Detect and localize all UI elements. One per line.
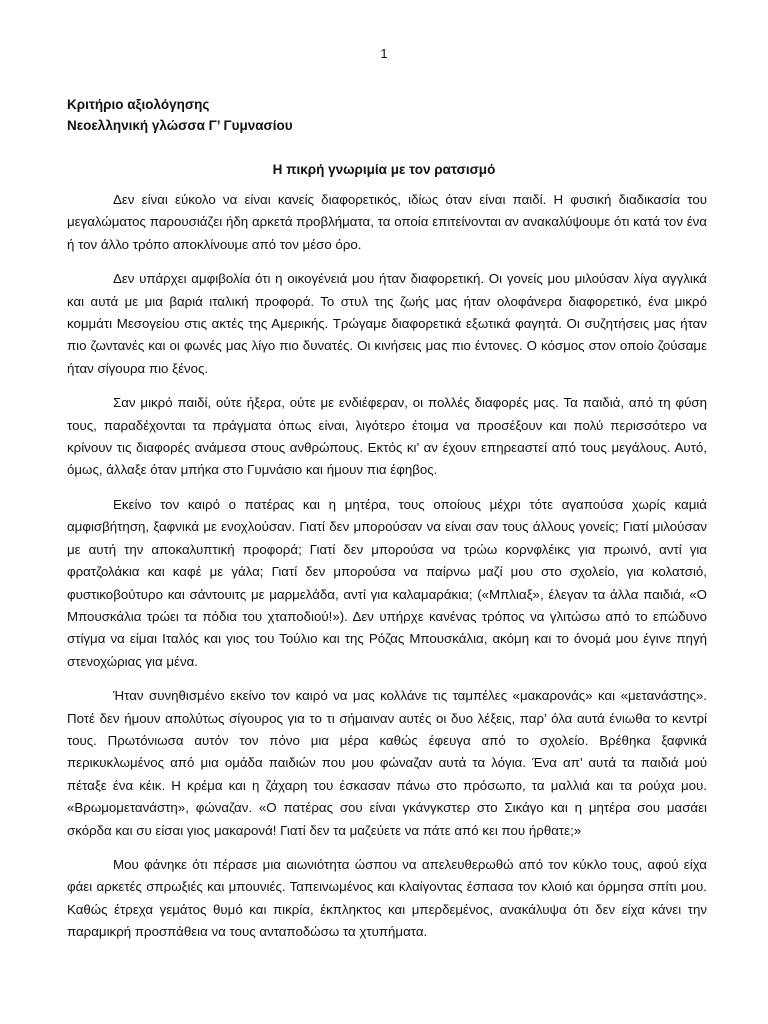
header-assessment-label: Κριτήριο αξιολόγησης: [67, 97, 210, 112]
paragraph: Μου φάνηκε ότι πέρασε μια αιωνιότητα ώσπου να απελευθερωθώ από τον κύκλο τους, αφού είχα φάει αρκετές σπρωξιές και μπουνιές. Ταπεινωμένος και κλαίγοντας έσπασα τον κλοιό και όρμησα σπίτι μου. Καθώς έτρεχα γεμάτος θυμό και πικρία, έκπληκτος και μπερδεμένος, ανακάλυψα ότι δεν είχα κάνει την παραμικρή προσπάθεια να τους ανταποδώσω τα χτυπήματα.: [67, 856, 707, 940]
paragraph: Εκείνο τον καιρό ο πατέρας και η μητέρα, τους οποίους μέχρι τότε αγαπούσα χωρίς καμιά αμφισβήτηση, ξαφνικά με ενοχλούσαν. Γιατί δεν μπορούσαν να είναι σαν τους άλλους γονείς; Γιατί μιλούσαν με αυτή την αποκαλυπτική προφορά; Γιατί δεν μπορούσα να τρώω κορνφλέικς για πρωινό, αντί για φρατζολάκια και καφέ με γάλα; Γιατί δεν μπορούσα να παίρνω μαζί μου στο σχολείο, για κολατσιό, φυστικοβούτυρο και σάντουιτς με μαρμελάδα, αντί για καλαμαράκια; («Μπλιαξ», έλεγαν τα άλλα παιδιά, «Ο Μπουσκάλια τρώει τα πόδια του χταποδιού!»). Δεν υπήρχε κανένας τρόπος να γλιτώσω από το επώδυνο στίγμα να είμαι Ιταλός και γιος του Τούλιο και της Ρόζας Μπουσκάλια, ακόμη και το όνομά μου έγινε πηγή στενοχώριας για μένα.: [67, 496, 707, 669]
document-header: [67, 94, 293, 136]
document-title: Η πικρή γνωριμία με τον ρατσισμό: [272, 162, 496, 177]
paragraph: Σαν μικρό παιδί, ούτε ήξερα, ούτε με ενδιέφεραν, οι πολλές διαφορές μας. Τα παιδιά, από τη φύση τους, παραδέχονται τα πράγματα όπως είναι, λιγότερο έτοιμα να προσέξουν και πολύ περισσότερο να κρίνουν τις διαφορές ανάμεσα στους ανθρώπους. Εκτός κι’ αν έχουν επηρεαστεί από τους μεγάλους. Αυτό, όμως, άλλαξε όταν μπήκα στο Γυμνάσιο και ήμουν πια έφηβος.: [67, 395, 707, 478]
paragraph: Δεν είναι εύκολο να είναι κανείς διαφορετικός, ιδίως όταν είναι παιδί. Η φυσική διαδικασία του μεγαλώματος παρουσιάζει ήδη αρκετά προβλήματα, τα οποία επιτείνονται αν ανακαλύψουμε ότι κατά τον ένα ή τον άλλο τρόπο αποκλίνουμε από τον μέσο όρο.: [67, 192, 707, 252]
paragraph: Δεν υπάρχει αμφιβολία ότι η οικογένειά μου ήταν διαφορετική. Οι γονείς μου μιλούσαν λίγα αγγλικά και αυτά με μια βαριά ιταλική προφορά. Το στυλ της ζωής μας ήταν ολοφάνερα διαφορετικό, ένα μικρό κομμάτι Μεσογείου στις ακτές της Αμερικής. Τρώγαμε διαφορετικά εξωτικά φαγητά. Οι συζητήσεις μας ήταν πιο ζωντανές και οι φωνές μας λίγο πιο δυνατές. Οι κινήσεις μας πιο έντονες. Ο κόσμος στον οποίο ζούσαμε ήταν σίγουρα πιο ξένος.: [67, 271, 707, 376]
paragraph: Ήταν συνηθισμένο εκείνο τον καιρό να μας κολλάνε τις ταμπέλες «μακαρονάς» και «μετανάστης». Ποτέ δεν ήμουν απολύτως σίγουρος για το τι σήμαιναν αυτές οι δυο λέξεις, παρ’ όλα αυτά ένιωθα το κεντρί τους. Πρωτόνιωσα αυτόν τον πόνο μια μέρα καθώς έφευγα από το σχολείο. Βρέθηκα ξαφνικά περικυκλωμένος από μια ομάδα παιδιών που μου φώναζαν αυτά τα λόγια. Ένα απ’ αυτά τα παιδιά μού πέταξε ένα κέικ. Η κρέμα και η ζάχαρη του έσκασαν πάνω στο πρόσωπο, τα μαλλιά και τα ρούχα μου. «Βρωμομετανάστη», φώναζαν. «Ο πατέρας σου είναι γκάνγκστερ στο Σικάγο και η μητέρα σου μασάει σκόρδα και συ είσαι γιος μακαρονά! Γιατί δεν τα μαζεύετε να πάτε από κει που ήρθατε;»: [67, 688, 707, 838]
page-number: 1: [380, 46, 388, 61]
document-body: [67, 189, 707, 956]
header-course-label: Νεοελληνική γλώσσα Γ’ Γυμνασίου: [67, 118, 293, 133]
